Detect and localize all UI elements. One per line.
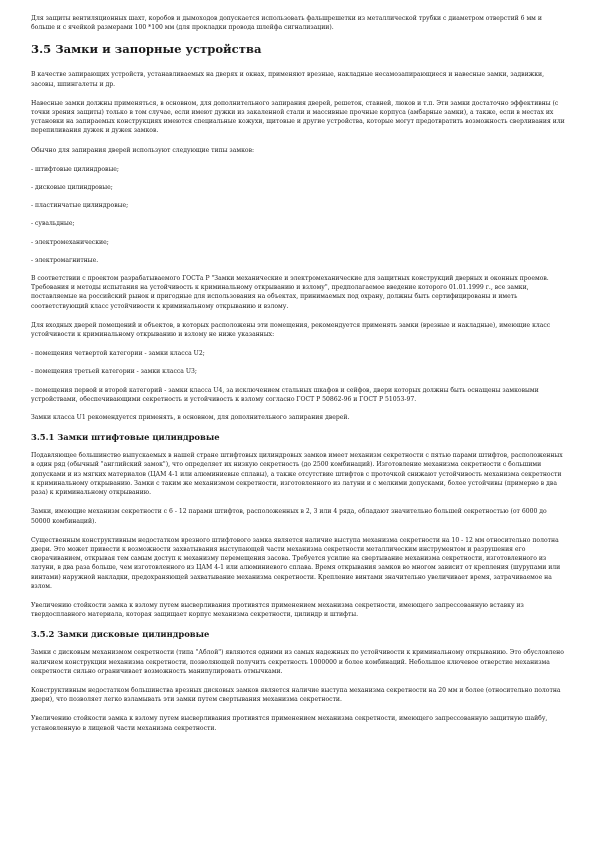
intro-paragraph: Для защиты вентиляционных шахт, коробов и дымоходов допускается использовать фальшрешетки из металлической трубки с диаметром отверстий 6 мм и больше и с ячейкой размерами 100 *100 мм (для прокладки провода шлейфа сигнализации). bbox=[31, 15, 542, 32]
paragraph: В качестве запирающих устройств, устанавливаемых на дверях и окнах, применяют врезные, накладные несамозапирающиеся и навесные замки, задвижки, засовы, шпингалеты и др. bbox=[31, 71, 545, 88]
paragraph: Увеличению стойкости замка к взлому путем высверливания противятся применением механизма секретности, имеющего запрессованную защитную шайбу, установленную в лицевой части механизма секретности. bbox=[31, 715, 548, 732]
paragraph: Обычно для запирания дверей используют следующие типы замков: bbox=[31, 146, 255, 154]
list-item: - штифтовые цилиндровые; bbox=[31, 165, 119, 173]
list-item: - дисковые цилиндровые; bbox=[31, 184, 113, 192]
paragraph: Конструктивным недостатком большинства врезных дисковых замков является наличие выступа механизма секретности на 20 мм и более (относительно полотна двери), что позволяет легко взламывать эти замки путем свертывания механизма секретности. bbox=[31, 686, 561, 704]
paragraph: Замки, имеющие механизм секретности с 6 - 12 парами штифтов, расположенных в 2, 3 или 4 ряда, обладают значительно большей секретностью (от 6000 до 50000 комбинаций). bbox=[31, 508, 547, 525]
subsection-heading: 3.5.2 Замки дисковые цилиндровые bbox=[31, 629, 210, 640]
paragraph: Замки с дисковым механизмом секретности (типа "Аблой") являются одними из самых надежных по устойчивости к криминальному открыванию. Это обусловлено наличием конструкции механизма секретности, позволяющей получить секретность 1000000 и более комбинаций. Небольшое ключевое отверстие механизма секретности сильно ограничивает возможность манипулировать отмычками. bbox=[31, 649, 564, 675]
paragraph: Существенным конструктивным недостатком врезного штифтового замка является наличие выступа механизма секретности на 10 - 12 мм относительно полотна двери. Это может привести к возможности захватывания выступающей части механизма секретности металлическим инструментом и разрушения его сворачиванием, открывая тем самым доступ к механизму перемещения засова. Требуется усилие на свертывание механизма секретности, изготовленного из латуни, в два раза больше, чем изготовленного из ЦАМ 4-1 или алюминиевого сплава. Время открывания замков во многом зависит от крепления (шурупами или винтами) наружной накладки, предохраняющей захватывание механизма секретности. Крепление винтами значительно увеличивает время, затрачиваемое на взлом. bbox=[31, 536, 561, 590]
list-item: - помещения первой и второй категорий - замки класса U4, за исключением стальных шкафов и сейфов, двери которых должны быть оснащены замковыми устройствами, обеспечивающими секретность и устойчивость к взлому согласно ГОСТ Р 50862-96 и ГОСТ Р 51053-97. bbox=[31, 386, 539, 403]
list-item: - пластинчатые цилиндровые; bbox=[31, 202, 129, 210]
paragraph: В соответствии с проектом разрабатываемого ГОСТа Р "Замки механические и электромеханические для защитных конструкций дверных и оконных проемов. Требования и методы испытания на устойчивость к криминальному открыванию и взлому", предполагаемое введение которого 01.01.1999 г., все замки, поставляемые на российский рынок и пригодные для использования на объектах, принимаемых под охрану, должны быть сертифицированы и иметь соответствующий класс устойчивости к криминальному открыванию и взлому. bbox=[31, 275, 549, 310]
list-item: - помещения четвертой категории - замки класса U2; bbox=[31, 350, 205, 358]
paragraph: Подавляющее большинство выпускаемых в нашей стране штифтовых цилиндровых замков имеет механизм секретности с пятью парами штифтов, расположенных в один ряд (обычный "английский замок"), что определяет их низкую секретность (до 2500 комбинаций). Изготовление механизма секретности с большими допусками и из мягких материалов (ЦАМ 4-1 или алюминиевые сплавы), а также отсутствие штифтов с проточкой снижают устойчивость механизма секретности к криминальному открыванию. Замки с таким же механизмом секретности, изготовленного из латуни и с мелкими допусками, более устойчивы (примерно в два раза) к криминальному открыванию. bbox=[31, 452, 563, 497]
paragraph: Для входных дверей помещений и объектов, в которых расположены эти помещения, рекомендуется применять замки (врезные и накладные), имеющие класс устойчивости к криминальному открыванию и взлому не ниже указанных: bbox=[31, 321, 551, 339]
paragraph: Навесные замки должны применяться, в основном, для дополнительного запирания дверей, решеток, ставней, люков и т.п. Эти замки достаточно эффективны (с точки зрения защиты) только в том случае, если имеют дужки из закаленной стали и массивные прочные корпуса (амбарные замки), а также, если в местах их установки на запираемых конструкциях имеются специальные кожухи, щитовые и другие устройства, которые могут предотвратить возможность сверливания или перепиливания дужек и дужек замков. bbox=[31, 99, 565, 135]
subsection-heading: 3.5.1 Замки штифтовые цилиндровые bbox=[31, 432, 220, 443]
paragraph: Увеличению стойкости замка к взлому путем высверливания противятся применением механизма секретности, имеющего запрессованную вставку из твердосплавного материала, которая защищает корпус механизма секретности, цилиндр и штифты. bbox=[31, 601, 524, 619]
list-item: - сувальдные; bbox=[31, 220, 75, 228]
section-heading: 3.5 Замки и запорные устройства bbox=[31, 42, 262, 57]
list-item: - электромагнитные. bbox=[31, 256, 99, 264]
paragraph: Замки класса U1 рекомендуется применять, в основном, для дополнительного запирания дверей. bbox=[31, 414, 350, 422]
list-item: - электромеханические; bbox=[31, 238, 109, 246]
list-item: - помещения третьей категории - замки класса U3; bbox=[31, 368, 197, 376]
